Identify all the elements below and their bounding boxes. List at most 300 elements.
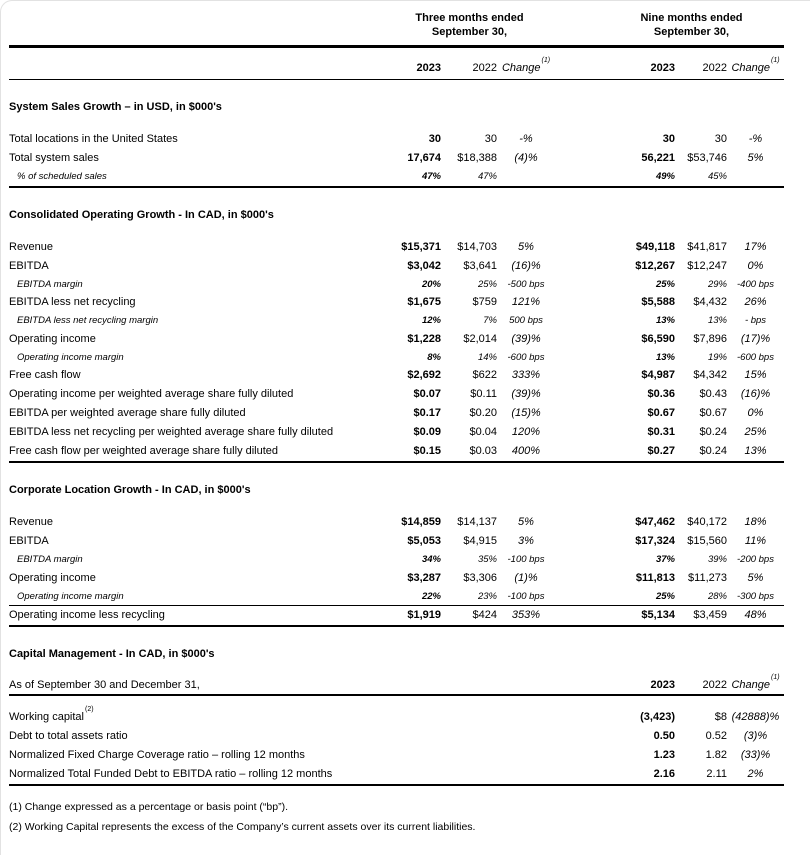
cell-2022-9m: $4,342 <box>693 369 727 381</box>
cell-2023-3m: $0.17 <box>413 407 441 419</box>
cell-2022-3m: $0.04 <box>469 426 497 438</box>
row-label <box>9 746 384 765</box>
footnote-1: (1) Change expressed as a percentage or basis point (“bp”). <box>9 801 288 813</box>
year-2022-header-3m: 2022 <box>472 62 497 74</box>
table-row <box>9 349 784 367</box>
cell-change-3m: -500 bps <box>507 278 545 290</box>
table-row <box>9 404 784 423</box>
row-label-text: EBITDA margin <box>17 554 83 565</box>
section-title: Consolidated Operating Growth - In CAD, in $000's <box>9 208 274 221</box>
cell-2023-9m: 0.50 <box>653 730 675 742</box>
cell-2023-9m: 37% <box>655 554 675 565</box>
row-label-text: Operating income <box>9 332 96 345</box>
cell-change-9m: -600 bps <box>737 351 774 363</box>
cell-2022-9m: $15,560 <box>687 535 727 547</box>
cell-change-3m <box>497 738 555 739</box>
period-line2: September 30, <box>653 26 730 38</box>
cell-change-3m: -100 bps <box>507 590 545 602</box>
section-3 <box>9 647 784 786</box>
year-2022-header-9m: 2022 <box>702 62 727 74</box>
cell-2023-3m: $3,042 <box>407 259 441 272</box>
cell-2022-9m: 0.52 <box>705 730 727 742</box>
cell-change-3m: (16)% <box>511 259 541 272</box>
table-row <box>9 149 784 168</box>
cell-change-3m: 353% <box>511 609 541 621</box>
cell-change-9m: -200 bps <box>737 554 774 565</box>
cell-2022-9m: 29% <box>707 278 727 290</box>
table-row <box>9 442 784 461</box>
spacer-cell <box>555 757 599 758</box>
row-label-text: Free cash flow <box>9 369 81 381</box>
three-months-header <box>384 11 555 39</box>
row-label-text: EBITDA less net recycling margin <box>17 315 159 326</box>
spacer-cell <box>555 396 599 397</box>
cell-change-3m: 120% <box>511 426 541 438</box>
cell-change-3m: 500 bps <box>509 315 543 326</box>
cell-change-3m <box>497 719 555 720</box>
row-label-text: EBITDA <box>9 259 49 272</box>
subheader-label: As of September 30 and December 31, <box>9 679 200 691</box>
cell-2023-9m: 1.23 <box>653 749 675 761</box>
spacer-cell <box>555 561 599 562</box>
row-label <box>9 442 384 461</box>
change-header-9m <box>727 57 784 74</box>
section-title: Corporate Location Growth - In CAD, in $000's <box>9 484 251 496</box>
table-row <box>9 569 784 588</box>
section-title: Capital Management - In CAD, in $000's <box>9 648 215 660</box>
spacer-cell <box>555 70 599 71</box>
section-2 <box>9 483 784 627</box>
cell-change-3m: 5% <box>518 240 534 253</box>
cell-change-3m: 121% <box>511 296 541 308</box>
table-row <box>9 130 784 149</box>
cell-2022-9m: 30 <box>714 133 727 145</box>
cell-2023-3m: $2,692 <box>407 369 441 381</box>
cell-2023-9m: $47,462 <box>635 516 675 528</box>
spacer-cell <box>555 160 599 161</box>
section-1 <box>9 208 784 464</box>
section-rows <box>9 708 784 784</box>
spacer-cell <box>555 719 599 720</box>
spacer-cell <box>555 776 599 777</box>
cell-change-3m <box>497 776 555 777</box>
cell-2023-9m: $0.31 <box>647 426 675 438</box>
section-0 <box>9 100 784 188</box>
cell-2023-9m: $4,987 <box>641 369 675 381</box>
spacer-cell <box>555 286 599 287</box>
cell-2023-3m: 17,674 <box>407 152 441 164</box>
cell-2023-3m: 22% <box>421 590 441 602</box>
cell-2023-3m: $1,919 <box>407 609 441 621</box>
table-row <box>9 532 784 551</box>
spacer-cell <box>555 543 599 544</box>
row-label <box>9 551 384 569</box>
row-label <box>9 513 384 532</box>
cell-2023-3m: $0.15 <box>413 445 441 457</box>
cell-2022-9m: $3,459 <box>693 609 727 621</box>
cell-2023-9m: $5,134 <box>641 609 675 621</box>
change-label: Change <box>731 62 770 74</box>
cell-2022-3m: 30 <box>484 133 497 145</box>
cell-2023-3m: $0.07 <box>413 388 441 400</box>
cell-2022-3m: $0.03 <box>469 445 497 457</box>
spacer-cell <box>555 453 599 454</box>
cell-2023-3m: 47% <box>421 171 441 182</box>
cell-2022-3m: $622 <box>472 369 497 381</box>
cell-2022-3m: $759 <box>472 296 497 308</box>
cell-change-9m: 5% <box>747 571 764 584</box>
cell-change-3m: -% <box>519 133 533 145</box>
cell-change-3m: (4)% <box>514 152 538 164</box>
cell-2022-9m: 2.11 <box>706 768 727 780</box>
cell-change-9m: (42888)% <box>731 711 780 723</box>
table-row <box>9 551 784 569</box>
cell-2022-3m: $4,915 <box>463 535 497 547</box>
section-end-rule <box>9 461 784 463</box>
row-label <box>9 168 384 186</box>
cell-change-9m: (3)% <box>743 730 768 742</box>
row-label <box>9 765 384 784</box>
cell-2023-9m: $49,118 <box>635 240 675 253</box>
row-label <box>9 532 384 551</box>
row-label <box>9 330 384 349</box>
cell-2022-3m: 35% <box>477 554 497 565</box>
spacer-cell <box>555 178 599 179</box>
table-row <box>9 238 784 257</box>
change-header-3m <box>497 57 555 74</box>
cell-2023-9m: $5,588 <box>641 296 675 308</box>
empty-cell <box>441 687 497 688</box>
cell-2023-3m: 20% <box>421 278 441 290</box>
row-label <box>9 149 384 168</box>
change-footnote-ref: (1) <box>770 57 780 65</box>
cell-change-9m: 17% <box>744 240 767 253</box>
row-label <box>9 366 384 385</box>
change-label: Change <box>731 679 770 691</box>
row-label <box>9 569 384 588</box>
cell-2023-3m: $1,675 <box>407 296 441 308</box>
cell-2023-3m <box>384 757 441 758</box>
spacer-cell <box>555 738 599 739</box>
row-label-text: Total locations in the United States <box>9 133 178 145</box>
section-rows <box>9 238 784 462</box>
cell-2023-9m: $0.36 <box>647 388 675 400</box>
cell-2022-9m: $8 <box>714 711 727 723</box>
cell-2022-3m: 23% <box>477 590 497 602</box>
footnotes <box>9 798 784 837</box>
row-label-text: Revenue <box>9 516 54 528</box>
cell-2023-3m: $15,371 <box>401 240 441 253</box>
row-label-text: Revenue <box>9 240 54 253</box>
cell-2022-3m <box>441 738 497 739</box>
period-line1: Nine months ended <box>640 12 743 24</box>
cell-change-9m: 25% <box>744 426 767 438</box>
cell-change-9m: (33)% <box>740 749 771 761</box>
row-label-text: Operating income margin <box>17 590 124 602</box>
section-end-rule <box>9 784 784 786</box>
year-2023-header-3m: 2023 <box>416 62 441 74</box>
change-header <box>727 676 784 694</box>
cell-change-9m: (17)% <box>740 332 771 345</box>
spacer-cell <box>555 322 599 323</box>
spacer-cell <box>555 377 599 378</box>
cell-2022-3m: $2,014 <box>463 332 497 345</box>
row-label-text: Operating income less recycling <box>9 609 165 621</box>
cell-2023-9m: 49% <box>655 171 675 182</box>
cell-2022-3m: 47% <box>477 171 497 182</box>
table-row <box>9 330 784 349</box>
cell-2023-3m: $0.09 <box>413 426 441 438</box>
empty-cell <box>384 687 441 688</box>
cell-2022-9m: 13% <box>707 315 727 326</box>
cell-change-3m: (39)% <box>511 332 541 345</box>
cell-2022-9m: $40,172 <box>687 516 727 528</box>
spacer-cell <box>555 598 599 599</box>
cell-2023-3m: $1,228 <box>407 332 441 345</box>
cell-change-9m: 48% <box>744 609 767 621</box>
row-label-text: Working capital <box>9 711 84 723</box>
cell-2022-3m <box>441 776 497 777</box>
cell-2023-3m: $5,053 <box>407 535 441 547</box>
cell-2022-9m: $0.43 <box>699 388 727 400</box>
spacer-cell <box>555 359 599 360</box>
cell-2023-3m: $3,287 <box>407 571 441 584</box>
cell-2022-9m: $53,746 <box>687 152 727 164</box>
cell-2023-9m: 25% <box>655 590 675 602</box>
cell-2022-9m: 45% <box>707 171 727 182</box>
period-line2: September 30, <box>431 26 508 38</box>
cell-change-3m: (39)% <box>511 388 541 400</box>
nine-months-header <box>599 11 784 39</box>
empty-cell <box>497 687 555 688</box>
spacer-cell <box>555 304 599 305</box>
year-2023-header: 2023 <box>650 679 675 691</box>
cell-2022-9m: 39% <box>707 554 727 565</box>
cell-change-3m: 333% <box>511 369 541 381</box>
cell-change-3m: 5% <box>518 516 534 528</box>
cell-change-3m: -100 bps <box>507 554 545 565</box>
cell-2022-9m: 28% <box>707 590 727 602</box>
spacer-cell <box>555 524 599 525</box>
table-row <box>9 708 784 727</box>
cell-change-3m <box>497 757 555 758</box>
cell-2022-9m: 19% <box>707 351 727 363</box>
empty-cell <box>9 70 384 71</box>
section-end-rule <box>9 186 784 188</box>
year-2023-header-9m: 2023 <box>650 62 675 74</box>
row-label-text: Normalized Total Funded Debt to EBITDA ratio – rolling 12 months <box>9 768 333 780</box>
spacer-cell <box>555 434 599 435</box>
cell-change-3m: -600 bps <box>507 351 545 363</box>
row-label-text: EBITDA <box>9 535 49 547</box>
cell-2023-9m: $6,590 <box>641 332 675 345</box>
cell-2022-9m: $4,432 <box>693 296 727 308</box>
period-line1: Three months ended <box>415 12 524 24</box>
cell-2023-9m: (3,423) <box>640 711 675 723</box>
row-label-text: EBITDA less net recycling <box>9 296 136 308</box>
cell-change-9m: 26% <box>744 296 767 308</box>
cell-2022-3m: $14,703 <box>457 240 497 253</box>
cell-2023-9m: 2.16 <box>653 768 675 780</box>
cell-2022-3m: $3,306 <box>463 571 497 584</box>
table-row <box>9 423 784 442</box>
spacer-cell <box>555 415 599 416</box>
cell-2023-9m: 30 <box>662 133 675 145</box>
row-label <box>9 293 384 312</box>
table-row <box>9 257 784 276</box>
cell-2022-9m: $41,817 <box>687 240 727 253</box>
cell-2022-3m <box>441 757 497 758</box>
cell-2022-3m: 25% <box>477 278 497 290</box>
row-label <box>9 349 384 367</box>
row-label-text: % of scheduled sales <box>17 171 107 182</box>
row-label-text: Operating income <box>9 571 96 584</box>
table-row <box>9 168 784 186</box>
cell-2023-3m: 30 <box>428 133 441 145</box>
cell-change-9m: 13% <box>744 445 767 457</box>
row-label <box>9 606 384 625</box>
section-end-rule <box>9 625 784 627</box>
cell-2023-9m: $11,813 <box>635 571 675 584</box>
cell-change-9m: 18% <box>744 516 767 528</box>
row-label-text: Debt to total assets ratio <box>9 730 128 742</box>
table-row <box>9 605 784 625</box>
row-label <box>9 238 384 257</box>
cell-2023-3m <box>384 719 441 720</box>
table-row <box>9 765 784 784</box>
footnote-2: (2) Working Capital represents the excess of the Company’s current assets over its current liabilities. <box>9 820 476 833</box>
section-title: System Sales Growth – in USD, in $000's <box>9 101 222 113</box>
row-label <box>9 130 384 149</box>
spacer-cell <box>555 341 599 342</box>
year-2022-header: 2022 <box>702 679 727 691</box>
cell-2022-9m: $11,273 <box>688 571 727 584</box>
row-label <box>9 276 384 294</box>
cell-2023-9m: $12,267 <box>635 259 675 272</box>
table-row <box>9 727 784 746</box>
cell-change-9m: 0% <box>747 259 764 272</box>
cell-2022-3m: $14,137 <box>457 516 497 528</box>
cell-change-9m: -400 bps <box>737 278 774 290</box>
row-label-text: Operating income per weighted average share fully diluted <box>9 388 294 400</box>
cell-2022-3m: $0.11 <box>470 388 497 400</box>
cell-change-3m: (15)% <box>511 407 541 419</box>
cell-2023-9m: 56,221 <box>641 152 675 164</box>
cell-2023-3m: 12% <box>421 315 441 326</box>
cell-2022-9m: $0.67 <box>699 407 727 419</box>
table-row <box>9 746 784 765</box>
table-row <box>9 312 784 330</box>
spacer-cell <box>555 580 599 581</box>
row-label-text: EBITDA per weighted average share fully diluted <box>9 407 246 419</box>
cell-2023-9m: 13% <box>655 315 675 326</box>
row-label <box>9 588 384 606</box>
cell-2023-3m: 8% <box>427 351 441 363</box>
row-label-text: Operating income margin <box>17 351 124 363</box>
table-body <box>9 100 784 786</box>
row-label <box>9 257 384 276</box>
cell-2023-9m: $0.67 <box>647 407 675 419</box>
row-label-text: Free cash flow per weighted average share fully diluted <box>9 445 279 457</box>
section-rows <box>9 130 784 186</box>
row-label-text: Total system sales <box>9 152 99 164</box>
cell-2022-3m: $3,641 <box>463 259 497 272</box>
spacer-cell <box>555 249 599 250</box>
change-footnote-ref: (1) <box>541 57 551 65</box>
row-label <box>9 727 384 746</box>
change-footnote-ref: (1) <box>770 674 780 682</box>
row-label <box>9 312 384 330</box>
cell-2022-9m: $7,896 <box>693 332 727 345</box>
cell-2023-3m <box>384 776 441 777</box>
section-rows <box>9 513 784 625</box>
cell-2022-3m: 14% <box>477 351 497 363</box>
row-label <box>9 385 384 404</box>
period-headers <box>9 7 784 39</box>
spacer-cell <box>555 687 599 688</box>
table-row <box>9 513 784 532</box>
table-row <box>9 588 784 606</box>
table-row <box>9 385 784 404</box>
cell-change-3m <box>497 178 555 179</box>
cell-2023-9m: 13% <box>655 351 675 363</box>
cell-2022-9m: $0.24 <box>699 426 727 438</box>
table-row <box>9 276 784 294</box>
cell-change-9m: -300 bps <box>737 590 774 602</box>
cell-change-3m: 3% <box>518 535 534 547</box>
row-label-text: EBITDA less net recycling per weighted average share fully diluted <box>9 426 334 438</box>
cell-change-9m: (16)% <box>740 388 771 400</box>
cell-2023-9m: 25% <box>655 278 675 290</box>
cell-2023-9m: $0.27 <box>647 445 675 457</box>
cell-change-9m: 15% <box>744 369 767 381</box>
cell-change-9m: 11% <box>744 535 767 547</box>
cell-2023-9m: $17,324 <box>635 535 675 547</box>
cell-change-3m: (1)% <box>514 571 538 584</box>
cell-change-3m: 400% <box>511 445 541 457</box>
footnote-ref: (2) <box>85 706 94 714</box>
cell-2022-3m: $0.20 <box>469 407 497 419</box>
cell-change-9m: - bps <box>744 315 767 326</box>
change-label: Change <box>501 62 541 74</box>
cell-2023-3m: 34% <box>421 554 441 565</box>
spacer-cell <box>555 141 599 142</box>
cell-change-9m: 5% <box>747 152 764 164</box>
row-label <box>9 423 384 442</box>
table-row <box>9 366 784 385</box>
cell-2022-9m: 1.82 <box>705 749 727 761</box>
cell-2023-3m <box>384 738 441 739</box>
capital-subheader-row <box>9 676 784 696</box>
cell-2022-3m: 7% <box>483 315 497 326</box>
cell-2022-3m <box>441 719 497 720</box>
spacer-cell <box>555 268 599 269</box>
year-header-row <box>9 48 784 79</box>
cell-change-9m: -% <box>748 133 763 145</box>
cell-change-9m <box>727 178 784 179</box>
cell-2022-9m: $12,247 <box>687 259 727 272</box>
cell-2023-3m: $14,859 <box>401 516 441 528</box>
header-bottom-rule <box>9 79 784 80</box>
spacer-cell <box>555 617 599 618</box>
cell-2022-3m: $18,388 <box>457 152 497 164</box>
table-row <box>9 293 784 312</box>
cell-2022-3m: $424 <box>472 609 497 621</box>
cell-change-9m: 2% <box>747 768 764 780</box>
row-label-text: Normalized Fixed Charge Coverage ratio – rolling 12 months <box>9 749 305 761</box>
row-label-text: EBITDA margin <box>17 278 83 290</box>
row-label <box>9 708 384 727</box>
